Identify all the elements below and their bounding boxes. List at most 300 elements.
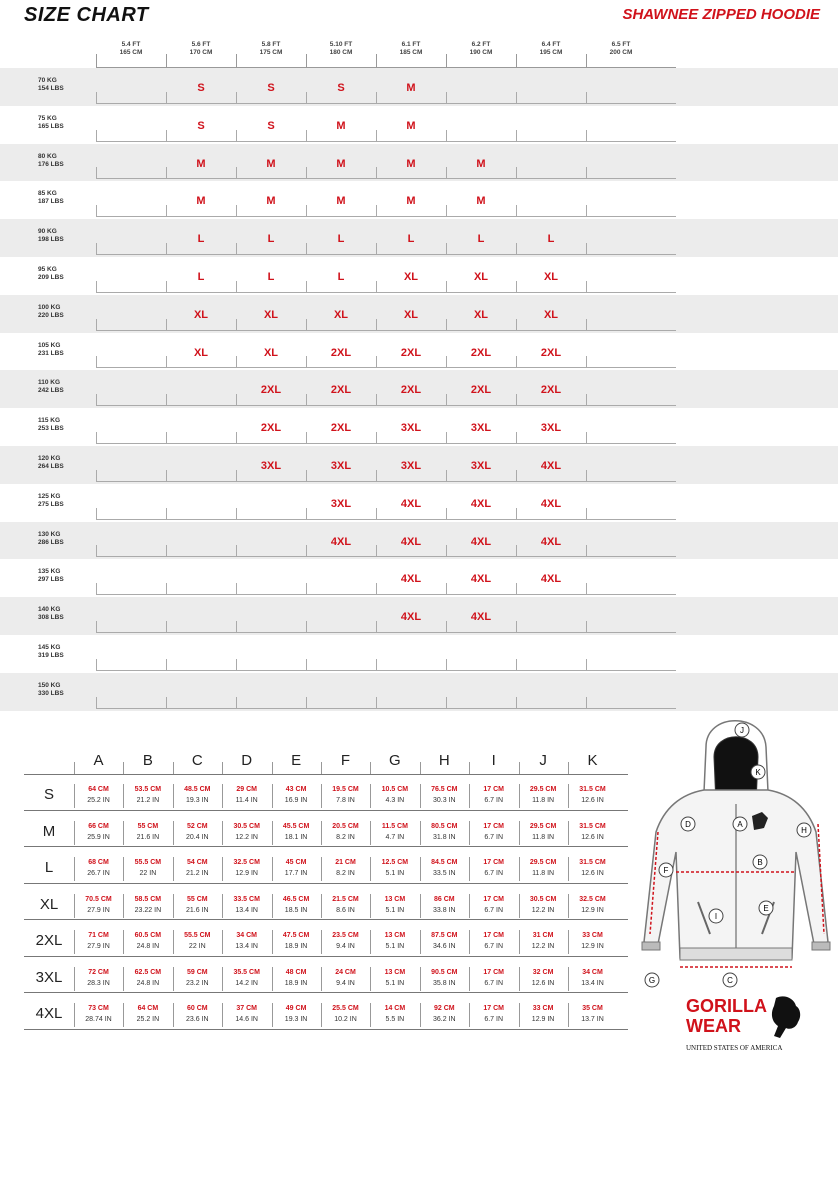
measurement-in: 28.74 IN bbox=[85, 1016, 112, 1023]
recommended-size: 2XL bbox=[540, 384, 562, 397]
recommended-size: L bbox=[197, 270, 205, 283]
measurement-in: 18.1 IN bbox=[284, 833, 308, 841]
weight-lbs: 275 LBS bbox=[38, 500, 64, 508]
height-cm: 200 CM bbox=[609, 49, 633, 56]
height-ft: 5.10 FT bbox=[329, 41, 353, 48]
column-divider bbox=[586, 54, 587, 68]
measurement-in: 34.6 IN bbox=[433, 943, 456, 950]
recommended-size: 4XL bbox=[470, 535, 492, 548]
column-divider bbox=[222, 784, 223, 808]
column-divider bbox=[321, 857, 322, 881]
column-divider bbox=[469, 821, 470, 845]
marker-label: C bbox=[727, 976, 733, 985]
measurement-in: 12.6 IN bbox=[581, 797, 604, 804]
size-label: 4XL bbox=[35, 1005, 63, 1022]
measurement-cell bbox=[469, 930, 518, 952]
column-divider bbox=[236, 54, 237, 68]
recommended-size: M bbox=[406, 119, 416, 132]
size-label: S bbox=[43, 786, 54, 803]
measurement-cm: 70.5 CM bbox=[85, 895, 112, 903]
measure-column-header: H bbox=[438, 752, 450, 769]
measurement-in: 31.8 IN bbox=[433, 833, 456, 841]
measurement-in: 20.4 IN bbox=[186, 833, 209, 841]
measurement-cell bbox=[568, 1003, 617, 1025]
height-column-header bbox=[306, 41, 376, 57]
measurement-cm: 64 CM bbox=[137, 1005, 159, 1012]
weight-lbs: 319 LBS bbox=[38, 651, 64, 659]
measurement-cm: 31.5 CM bbox=[579, 822, 606, 830]
measurement-in: 27.9 IN bbox=[87, 906, 110, 914]
measurement-in: 8.2 IN bbox=[336, 833, 355, 841]
weight-row bbox=[0, 333, 838, 371]
measurement-cell bbox=[272, 821, 321, 843]
marker-j bbox=[735, 723, 749, 737]
recommended-size: 3XL bbox=[470, 459, 492, 472]
column-divider bbox=[123, 1003, 124, 1027]
measurement-cell bbox=[321, 857, 370, 879]
measurement-cell bbox=[519, 930, 568, 952]
measurement-cm: 43 CM bbox=[285, 786, 307, 793]
weight-label bbox=[38, 342, 64, 358]
measurement-cell bbox=[74, 930, 123, 952]
measure-column-header: G bbox=[389, 752, 401, 769]
measurement-cm: 92 CM bbox=[433, 1005, 455, 1012]
height-ft: 5.8 FT bbox=[261, 41, 281, 48]
page-header bbox=[0, 0, 838, 32]
column-divider bbox=[222, 1003, 223, 1027]
measurement-in: 25.2 IN bbox=[136, 1016, 160, 1023]
row-divider bbox=[96, 103, 676, 104]
measurement-cell bbox=[519, 857, 568, 879]
weight-kg: 85 KG bbox=[38, 190, 57, 198]
measurement-cell bbox=[173, 821, 222, 843]
measurement-cm: 64 CM bbox=[88, 786, 109, 793]
measurement-cm: 60.5 CM bbox=[134, 932, 162, 939]
logo-line2: WEAR bbox=[686, 1016, 741, 1036]
measurement-in: 28.3 IN bbox=[87, 979, 110, 987]
column-divider bbox=[420, 967, 421, 991]
column-divider bbox=[272, 930, 273, 954]
column-divider bbox=[272, 762, 273, 774]
marker-i bbox=[709, 909, 723, 923]
measurement-cell bbox=[123, 930, 172, 952]
measurement-cell bbox=[222, 967, 271, 989]
weight-kg: 130 KG bbox=[38, 530, 61, 538]
measurement-cell bbox=[420, 857, 469, 879]
measurement-cm: 90.5 CM bbox=[431, 968, 458, 976]
measurement-in: 5.5 IN bbox=[385, 1016, 405, 1023]
column-divider bbox=[469, 930, 470, 954]
hoodie-diagram bbox=[636, 712, 834, 992]
column-divider bbox=[321, 784, 322, 808]
measurement-cm: 11.5 CM bbox=[381, 822, 408, 830]
recommended-size: 4XL bbox=[330, 535, 352, 548]
weight-lbs: 330 LBS bbox=[38, 689, 64, 697]
recommended-size: XL bbox=[193, 346, 209, 359]
column-divider bbox=[306, 54, 307, 68]
marker-label: B bbox=[757, 858, 763, 867]
measurement-in: 21.2 IN bbox=[136, 797, 160, 804]
measurement-cm: 10.5 CM bbox=[381, 786, 409, 793]
measurement-in: 12.6 IN bbox=[581, 870, 604, 877]
weight-row bbox=[0, 219, 838, 257]
recommended-size: 2XL bbox=[260, 384, 282, 397]
column-divider bbox=[123, 967, 124, 991]
column-divider bbox=[272, 784, 273, 808]
column-divider bbox=[568, 894, 569, 918]
marker-k bbox=[751, 765, 765, 779]
measurement-in: 21.6 IN bbox=[186, 906, 209, 914]
recommended-size: 4XL bbox=[540, 573, 562, 586]
column-divider bbox=[420, 930, 421, 954]
measurement-in: 13.4 IN bbox=[235, 943, 258, 950]
header-divider bbox=[24, 774, 628, 775]
measurement-cm: 55.5 CM bbox=[184, 932, 211, 939]
column-divider bbox=[74, 930, 75, 954]
measurement-cm: 13 CM bbox=[384, 968, 406, 976]
weight-label bbox=[38, 606, 64, 622]
measurement-in: 19.3 IN bbox=[186, 797, 209, 804]
measurement-cell bbox=[469, 894, 518, 916]
measurement-cell bbox=[272, 857, 321, 879]
column-divider bbox=[469, 1003, 470, 1027]
recommended-size: M bbox=[266, 195, 276, 208]
column-divider bbox=[123, 857, 124, 881]
recommended-size: M bbox=[196, 195, 206, 208]
measure-column-header: K bbox=[587, 752, 598, 769]
measurement-in: 19.3 IN bbox=[284, 1016, 308, 1023]
column-divider bbox=[222, 894, 223, 918]
recommended-size: M bbox=[476, 157, 486, 170]
column-divider bbox=[370, 821, 371, 845]
weight-label bbox=[38, 77, 64, 93]
weight-kg: 120 KG bbox=[38, 454, 61, 462]
column-divider bbox=[272, 857, 273, 881]
recommended-size: 3XL bbox=[540, 422, 562, 435]
measurement-in: 11.4 IN bbox=[235, 797, 258, 804]
measurement-cell bbox=[123, 1003, 172, 1025]
height-cm: 185 CM bbox=[399, 49, 423, 56]
column-divider bbox=[123, 821, 124, 845]
measurement-in: 6.7 IN bbox=[484, 870, 504, 877]
measurement-cm: 33.5 CM bbox=[233, 895, 260, 903]
recommended-size: 4XL bbox=[470, 497, 492, 510]
measurement-in: 25.9 IN bbox=[87, 833, 110, 841]
recommended-size: L bbox=[197, 233, 205, 246]
measurement-in: 5.1 IN bbox=[385, 906, 405, 914]
weight-label bbox=[38, 417, 64, 433]
recommended-size: 2XL bbox=[330, 346, 352, 359]
weight-kg: 145 KG bbox=[38, 643, 61, 651]
column-divider bbox=[96, 54, 97, 68]
measurement-cell bbox=[370, 857, 419, 879]
height-ft: 6.5 FT bbox=[611, 41, 631, 48]
measure-column-header: E bbox=[291, 752, 302, 769]
weight-row bbox=[0, 522, 838, 560]
measurement-cm: 29.5 CM bbox=[529, 859, 557, 866]
measurement-cell bbox=[74, 1003, 123, 1025]
height-column-header bbox=[516, 41, 586, 57]
measurement-in: 18.9 IN bbox=[284, 979, 308, 987]
measurement-in: 35.8 IN bbox=[433, 979, 456, 987]
height-cm: 175 CM bbox=[259, 49, 283, 56]
weight-lbs: 176 LBS bbox=[38, 160, 64, 168]
size-label: 3XL bbox=[35, 968, 63, 986]
measurement-cm: 32.5 CM bbox=[233, 859, 260, 866]
measurement-cm: 87.5 CM bbox=[431, 932, 458, 939]
weight-label bbox=[38, 379, 64, 395]
marker-label: F bbox=[663, 866, 669, 875]
column-divider bbox=[519, 821, 520, 845]
measurement-in: 33.8 IN bbox=[433, 906, 456, 914]
column-divider bbox=[222, 857, 223, 881]
measurement-cm: 54 CM bbox=[186, 859, 208, 866]
measurement-cell bbox=[222, 894, 271, 916]
measurement-cell bbox=[370, 784, 419, 806]
measurement-cm: 24 CM bbox=[335, 968, 356, 976]
measurement-in: 23.2 IN bbox=[186, 979, 209, 987]
measurement-cell bbox=[272, 1003, 321, 1025]
recommended-size: S bbox=[197, 119, 205, 132]
row-divider bbox=[96, 519, 676, 520]
column-divider bbox=[272, 1003, 273, 1027]
weight-kg: 110 KG bbox=[38, 379, 61, 387]
weight-label bbox=[38, 531, 64, 547]
column-divider bbox=[516, 54, 517, 68]
measurement-in: 16.9 IN bbox=[284, 797, 308, 804]
recommended-size: 4XL bbox=[400, 611, 422, 624]
weight-kg: 115 KG bbox=[38, 417, 61, 425]
column-divider bbox=[568, 762, 569, 774]
measurement-cell bbox=[272, 894, 321, 916]
measurement-cm: 25.5 CM bbox=[332, 1005, 359, 1012]
measurement-cell bbox=[370, 1003, 419, 1025]
column-divider bbox=[74, 894, 75, 918]
measurement-cm: 19.5 CM bbox=[332, 786, 359, 793]
measurement-in: 18.9 IN bbox=[284, 943, 308, 950]
column-divider bbox=[173, 821, 174, 845]
measurement-in: 12.9 IN bbox=[531, 1016, 555, 1023]
height-cm: 195 CM bbox=[539, 49, 563, 56]
measurement-in: 12.2 IN bbox=[235, 833, 258, 841]
logo-line1: GORILLA bbox=[686, 996, 767, 1016]
measurement-cell bbox=[469, 967, 518, 989]
marker-label: J bbox=[740, 726, 744, 735]
measurement-in: 30.3 IN bbox=[433, 797, 456, 804]
measurement-cell bbox=[173, 930, 222, 952]
column-divider bbox=[469, 857, 470, 881]
weight-row bbox=[0, 106, 838, 144]
measurement-cm: 66 CM bbox=[88, 822, 109, 830]
measurement-cm: 34 CM bbox=[236, 932, 257, 939]
weight-lbs: 209 LBS bbox=[38, 273, 64, 281]
measurement-cell bbox=[519, 894, 568, 916]
measurement-cell bbox=[123, 894, 172, 916]
height-cm: 180 CM bbox=[329, 49, 353, 56]
height-column-header bbox=[376, 41, 446, 57]
measurement-in: 27.9 IN bbox=[87, 943, 110, 950]
weight-kg: 150 KG bbox=[38, 681, 61, 689]
recommended-size: L bbox=[477, 233, 485, 246]
column-divider bbox=[370, 894, 371, 918]
row-divider bbox=[24, 919, 628, 920]
height-header-row bbox=[0, 34, 838, 68]
recommended-size: 3XL bbox=[260, 459, 282, 472]
recommended-size: S bbox=[337, 82, 345, 94]
column-divider bbox=[420, 857, 421, 881]
column-divider bbox=[321, 930, 322, 954]
column-divider bbox=[519, 967, 520, 991]
recommended-size: M bbox=[266, 157, 276, 170]
column-divider bbox=[519, 894, 520, 918]
height-column-header bbox=[446, 41, 516, 57]
measurement-in: 4.7 IN bbox=[385, 833, 405, 841]
column-divider bbox=[469, 894, 470, 918]
measurement-cell bbox=[173, 784, 222, 806]
column-divider bbox=[420, 821, 421, 845]
measurement-in: 5.1 IN bbox=[385, 979, 405, 987]
weight-row bbox=[0, 559, 838, 597]
measurement-cm: 17 CM bbox=[483, 859, 504, 866]
measurement-in: 9.4 IN bbox=[336, 943, 355, 950]
column-divider bbox=[321, 1003, 322, 1027]
weight-lbs: 198 LBS bbox=[38, 236, 64, 244]
weight-row bbox=[0, 484, 838, 522]
measurement-cm: 17 CM bbox=[483, 932, 504, 939]
row-divider bbox=[96, 141, 676, 142]
weight-row bbox=[0, 144, 838, 182]
column-divider bbox=[123, 762, 124, 774]
recommended-size: M bbox=[476, 195, 486, 208]
measurement-in: 17.7 IN bbox=[284, 870, 308, 877]
column-divider bbox=[370, 762, 371, 774]
column-divider bbox=[166, 54, 167, 68]
measurement-cell bbox=[321, 930, 370, 952]
weight-kg: 70 KG bbox=[38, 77, 57, 84]
recommended-size: XL bbox=[473, 270, 489, 283]
row-divider bbox=[96, 481, 676, 482]
size-label: 2XL bbox=[35, 932, 63, 949]
measurement-cell bbox=[321, 784, 370, 806]
height-cm: 190 CM bbox=[469, 49, 493, 56]
column-divider bbox=[446, 54, 447, 68]
column-divider bbox=[173, 762, 174, 774]
column-divider bbox=[272, 894, 273, 918]
weight-kg: 125 KG bbox=[38, 492, 61, 500]
recommended-size: 3XL bbox=[330, 497, 352, 510]
measurement-cm: 59 CM bbox=[186, 968, 208, 976]
recommended-size: XL bbox=[543, 270, 559, 283]
measurement-in: 8.6 IN bbox=[336, 906, 355, 914]
measurement-cm: 14 CM bbox=[384, 1005, 406, 1012]
measurement-cell bbox=[272, 930, 321, 952]
column-divider bbox=[74, 784, 75, 808]
column-divider bbox=[74, 967, 75, 991]
measurement-cm: 48 CM bbox=[285, 968, 307, 976]
recommended-size: S bbox=[267, 82, 275, 94]
measurement-cm: 53.5 CM bbox=[134, 786, 162, 793]
size-label: L bbox=[44, 859, 54, 876]
measurement-in: 6.7 IN bbox=[484, 797, 504, 804]
marker-d bbox=[681, 817, 695, 831]
column-divider bbox=[173, 894, 174, 918]
measurement-cell bbox=[74, 967, 123, 989]
recommended-size: XL bbox=[263, 308, 279, 321]
row-divider bbox=[96, 330, 676, 331]
height-column-header bbox=[586, 41, 656, 57]
height-ft: 6.2 FT bbox=[471, 41, 491, 48]
measurement-cell bbox=[420, 1003, 469, 1025]
measurement-in: 5.1 IN bbox=[385, 870, 405, 877]
height-column-header bbox=[96, 41, 166, 57]
measurement-cell bbox=[222, 784, 271, 806]
height-ft: 5.6 FT bbox=[191, 41, 211, 48]
measurement-cm: 32 CM bbox=[532, 968, 554, 976]
measurement-cell bbox=[321, 967, 370, 989]
column-divider bbox=[173, 967, 174, 991]
column-divider bbox=[469, 967, 470, 991]
marker-label: H bbox=[801, 826, 807, 835]
measurement-in: 8.2 IN bbox=[336, 870, 355, 877]
recommended-size: 3XL bbox=[330, 459, 352, 472]
marker-label: D bbox=[685, 820, 691, 829]
row-divider bbox=[24, 992, 628, 993]
weight-row bbox=[0, 295, 838, 333]
recommended-size: 2XL bbox=[330, 384, 352, 397]
measure-column-header: D bbox=[241, 752, 253, 769]
measurement-cell bbox=[568, 857, 617, 879]
measurement-cm: 72 CM bbox=[88, 968, 109, 976]
measurement-cm: 71 CM bbox=[88, 932, 109, 939]
measurement-cell bbox=[74, 894, 123, 916]
measurement-in: 12.9 IN bbox=[581, 943, 604, 950]
measure-column-header: A bbox=[93, 752, 104, 769]
measurement-in: 6.7 IN bbox=[484, 979, 504, 987]
row-divider bbox=[24, 883, 628, 884]
measurement-cm: 52 CM bbox=[186, 822, 208, 830]
recommended-size: L bbox=[267, 270, 275, 283]
measurement-cm: 45 CM bbox=[285, 859, 307, 866]
measurement-cell bbox=[519, 821, 568, 843]
measurement-cell bbox=[321, 894, 370, 916]
weight-lbs: 264 LBS bbox=[38, 462, 64, 470]
logo-tagline: UNITED STATES OF AMERICA bbox=[686, 1044, 783, 1052]
column-divider bbox=[519, 857, 520, 881]
measurement-cm: 68 CM bbox=[88, 859, 109, 866]
recommended-size: M bbox=[336, 195, 346, 208]
column-divider bbox=[370, 967, 371, 991]
measurement-cm: 80.5 CM bbox=[431, 822, 458, 830]
measurement-cm: 13 CM bbox=[384, 895, 406, 903]
weight-lbs: 308 LBS bbox=[38, 614, 64, 622]
measurement-cell bbox=[469, 784, 518, 806]
recommended-size: 2XL bbox=[330, 422, 352, 435]
measurement-cm: 58.5 CM bbox=[134, 895, 162, 903]
recommended-size: 4XL bbox=[400, 573, 422, 586]
measure-column-header: J bbox=[539, 752, 547, 769]
recommended-size: 4XL bbox=[540, 459, 562, 472]
measurement-cm: 55.5 CM bbox=[134, 859, 162, 866]
measurement-cm: 84.5 CM bbox=[431, 859, 458, 866]
measurement-in: 23.22 IN bbox=[134, 906, 162, 914]
measurement-in: 13.7 IN bbox=[581, 1016, 604, 1023]
column-divider bbox=[321, 821, 322, 845]
measurement-cell bbox=[420, 821, 469, 843]
marker-f bbox=[659, 863, 673, 877]
measurement-cm: 29.5 CM bbox=[529, 822, 557, 830]
measurement-cell bbox=[74, 821, 123, 843]
row-divider bbox=[96, 405, 676, 406]
